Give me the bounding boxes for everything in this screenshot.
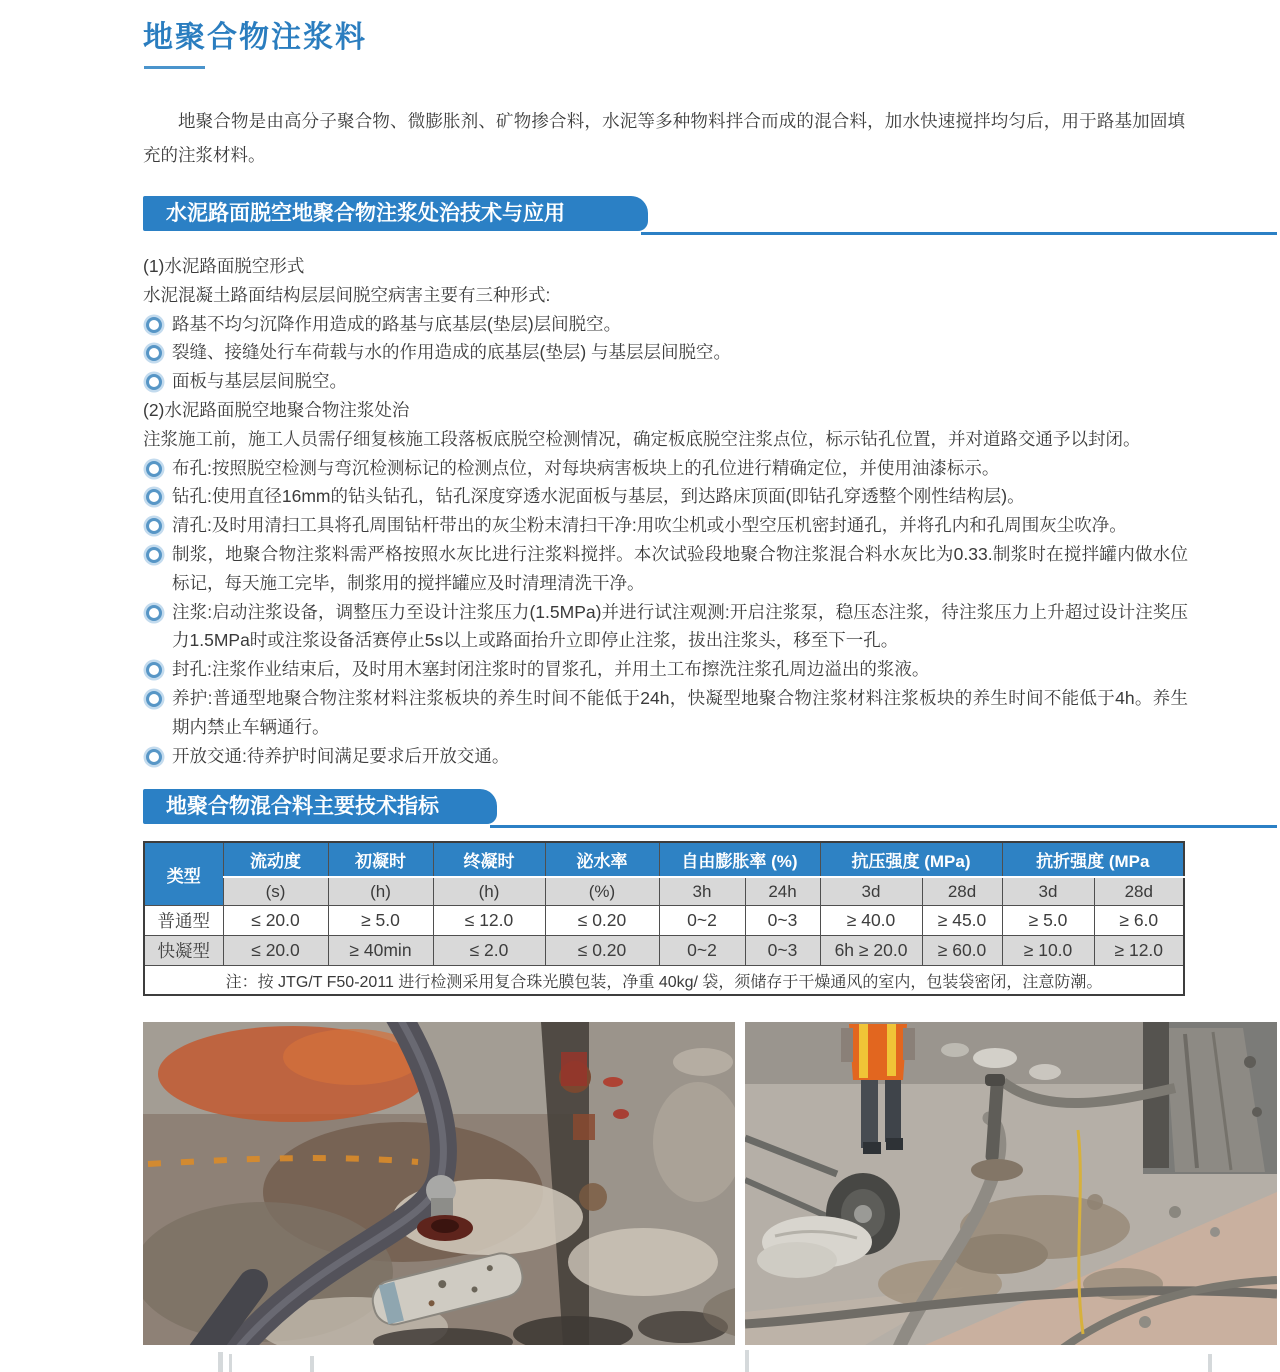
row-type-cell: 普通型 bbox=[144, 906, 223, 936]
list-item-text: 面板与基层层间脱空。 bbox=[172, 371, 347, 392]
value-cell: ≤ 2.0 bbox=[433, 936, 545, 966]
sub-header: (s) bbox=[223, 877, 328, 906]
list-item-text: 制浆，地聚合物注浆料需严格按照水灰比进行注浆料搅拌。本次试验段地聚合物注浆混合料水灰比为0.33.制浆时在搅拌罐内做水位标记，每天施工完毕，制浆用的搅拌罐应及时清理清洗干净。 bbox=[172, 543, 1188, 593]
ring-bullet-icon bbox=[146, 374, 162, 390]
row-type-cell: 快凝型 bbox=[144, 936, 223, 966]
col-header-expansion: 自由膨胀率 (%) bbox=[659, 842, 820, 877]
list-item bbox=[143, 396, 1188, 425]
list-item bbox=[143, 655, 1188, 684]
list-item bbox=[143, 742, 1188, 771]
sub-header: 28d bbox=[922, 877, 1002, 906]
col-header-flexural: 抗折强度 (MPa bbox=[1002, 842, 1184, 877]
sub-header: 3d bbox=[820, 877, 922, 906]
value-cell: 0~3 bbox=[745, 936, 820, 966]
list-item-text: 清孔:及时用清扫工具将孔周围钻杆带出的灰尘粉末清扫干净:用吹尘机或小型空压机密封通孔，并将孔内和孔周围灰尘吹净。 bbox=[172, 515, 1127, 536]
value-cell: ≥ 5.0 bbox=[1002, 906, 1094, 936]
table-note: 注：按 JTG/T F50-2011 进行检测采用复合珠光膜包装，净重 40kg/ 袋，须储存于干燥通风的室内，包装袋密闭，注意防潮。 bbox=[144, 966, 1184, 996]
value-cell: ≤ 0.20 bbox=[545, 906, 659, 936]
table-header-row bbox=[144, 842, 1184, 877]
list-item-text: 钻孔:使用直径16mm的钻头钻孔，钻孔深度穿透水泥面板与基层，到达路床顶面(即钻孔穿透整个刚性结构层)。 bbox=[172, 486, 1025, 507]
list-item-text: 路基不均匀沉降作用造成的路基与底基层(垫层)层间脱空。 bbox=[172, 313, 622, 334]
col-header-type: 类型 bbox=[144, 842, 223, 906]
value-cell: ≤ 0.20 bbox=[545, 936, 659, 966]
ring-bullet-icon bbox=[146, 345, 162, 361]
ring-bullet-icon bbox=[146, 749, 162, 765]
list-item-text: 养护:普通型地聚合物注浆材料注浆板块的养生时间不能低于24h，快凝型地聚合物注浆材料注浆板块的养生时间不能低于4h。养生期内禁止车辆通行。 bbox=[172, 687, 1188, 737]
ring-bullet-icon bbox=[146, 461, 162, 477]
ring-bullet-icon bbox=[146, 691, 162, 707]
section-header-bar: 水泥路面脱空地聚合物注浆处治技术与应用 bbox=[143, 196, 648, 231]
next-section-remnant bbox=[745, 1350, 749, 1372]
next-section-remnant bbox=[310, 1356, 314, 1372]
list-item bbox=[143, 598, 1188, 656]
col-header-compressive: 抗压强度 (MPa) bbox=[820, 842, 1002, 877]
next-section-remnant bbox=[218, 1352, 223, 1372]
list-item bbox=[143, 367, 1188, 396]
section-header-rule bbox=[490, 825, 1277, 828]
page-title: 地聚合物注浆料 bbox=[143, 21, 367, 54]
table-note-row bbox=[144, 966, 1184, 996]
ring-bullet-icon bbox=[146, 605, 162, 621]
value-cell: ≥ 45.0 bbox=[922, 906, 1002, 936]
value-cell: 6h ≥ 20.0 bbox=[820, 936, 922, 966]
grouting-hose-in-pavement-photo bbox=[143, 1022, 735, 1345]
list-item-text: 裂缝、接缝处行车荷载与水的作用造成的底基层(垫层) 与基层层间脱空。 bbox=[172, 342, 732, 363]
section-header-technology bbox=[143, 196, 1277, 236]
value-cell: ≤ 20.0 bbox=[223, 936, 328, 966]
value-cell: ≤ 12.0 bbox=[433, 906, 545, 936]
ring-bullet-icon bbox=[146, 547, 162, 563]
next-section-remnant bbox=[1208, 1354, 1212, 1372]
list-item-text: 封孔:注浆作业结束后，及时用木塞封闭注浆时的冒浆孔，并用土工布擦洗注浆孔周边溢出的浆液。 bbox=[172, 659, 930, 680]
list-item bbox=[143, 511, 1188, 540]
value-cell: 0~3 bbox=[745, 906, 820, 936]
list-item-text: 注浆施工前，施工人员需仔细复核施工段落板底脱空检测情况，确定板底脱空注浆点位，标示钻孔位置，并对道路交通予以封闭。 bbox=[143, 428, 1141, 449]
value-cell: ≥ 60.0 bbox=[922, 936, 1002, 966]
ring-bullet-icon bbox=[146, 662, 162, 678]
value-cell: ≤ 20.0 bbox=[223, 906, 328, 936]
col-header-final-set: 终凝时 bbox=[433, 842, 545, 877]
list-item bbox=[143, 482, 1188, 511]
worker-grouting-site-photo bbox=[745, 1022, 1277, 1345]
list-item bbox=[143, 684, 1188, 742]
col-header-initial-set: 初凝时 bbox=[328, 842, 433, 877]
list-item-text: (1)水泥路面脱空形式 bbox=[143, 256, 305, 276]
next-section-remnant bbox=[229, 1354, 232, 1372]
section-header-specs bbox=[143, 789, 1277, 829]
list-item bbox=[143, 425, 1188, 454]
list-item-text: 开放交通:待养护时间满足要求后开放交通。 bbox=[172, 745, 510, 766]
section-header-bar: 地聚合物混合料主要技术指标 bbox=[143, 789, 497, 824]
list-item bbox=[143, 338, 1188, 367]
title-underline bbox=[144, 66, 205, 69]
value-cell: ≥ 6.0 bbox=[1094, 906, 1184, 936]
sub-header: (%) bbox=[545, 877, 659, 906]
table-row bbox=[144, 936, 1184, 966]
list-item-text: 水泥混凝土路面结构层层间脱空病害主要有三种形式: bbox=[143, 284, 551, 305]
list-item-text: 布孔:按照脱空检测与弯沉检测标记的检测点位，对每块病害板块上的孔位进行精确定位，并使用油漆标示。 bbox=[172, 457, 1000, 478]
list-item bbox=[143, 454, 1188, 483]
process-list bbox=[143, 252, 1188, 770]
value-cell: ≥ 12.0 bbox=[1094, 936, 1184, 966]
ring-bullet-icon bbox=[146, 317, 162, 333]
list-item-text: 注浆:启动注浆设备，调整压力至设计注浆压力(1.5MPa)并进行试注观测:开启注浆泵，稳压态注浆，待注浆压力上升超过设计注奖压力1.5MPa时或注浆设备活赛停止5s以上或路面抬升立即停止注浆，拔出注浆头，移至下一孔。 bbox=[172, 601, 1188, 651]
value-cell: 0~2 bbox=[659, 936, 745, 966]
value-cell: ≥ 40min bbox=[328, 936, 433, 966]
sub-header: 3d bbox=[1002, 877, 1094, 906]
value-cell: ≥ 40.0 bbox=[820, 906, 922, 936]
sub-header: 28d bbox=[1094, 877, 1184, 906]
section-header-rule bbox=[641, 232, 1277, 235]
list-item bbox=[143, 281, 1188, 310]
list-item bbox=[143, 540, 1188, 598]
value-cell: ≥ 10.0 bbox=[1002, 936, 1094, 966]
sub-header: 24h bbox=[745, 877, 820, 906]
sub-header: 3h bbox=[659, 877, 745, 906]
ring-bullet-icon bbox=[146, 489, 162, 505]
col-header-fluidity: 流动度 bbox=[223, 842, 328, 877]
list-item bbox=[143, 310, 1188, 339]
photo-strip bbox=[143, 1022, 1277, 1345]
intro-paragraph: 地聚合物是由高分子聚合物、微膨胀剂、矿物掺合料，水泥等多种物料拌合而成的混合料，加水快速搅拌均匀后，用于路基加固填充的注浆材料。 bbox=[143, 111, 1185, 165]
spec-table bbox=[143, 841, 1185, 996]
col-header-bleeding: 泌水率 bbox=[545, 842, 659, 877]
ring-bullet-icon bbox=[146, 518, 162, 534]
value-cell: 0~2 bbox=[659, 906, 745, 936]
table-subheader-row bbox=[144, 877, 1184, 906]
table-row bbox=[144, 906, 1184, 936]
list-item bbox=[143, 252, 1188, 281]
sub-header: (h) bbox=[328, 877, 433, 906]
list-item-text: (2)水泥路面脱空地聚合物注浆处治 bbox=[143, 399, 410, 420]
value-cell: ≥ 5.0 bbox=[328, 906, 433, 936]
sub-header: (h) bbox=[433, 877, 545, 906]
